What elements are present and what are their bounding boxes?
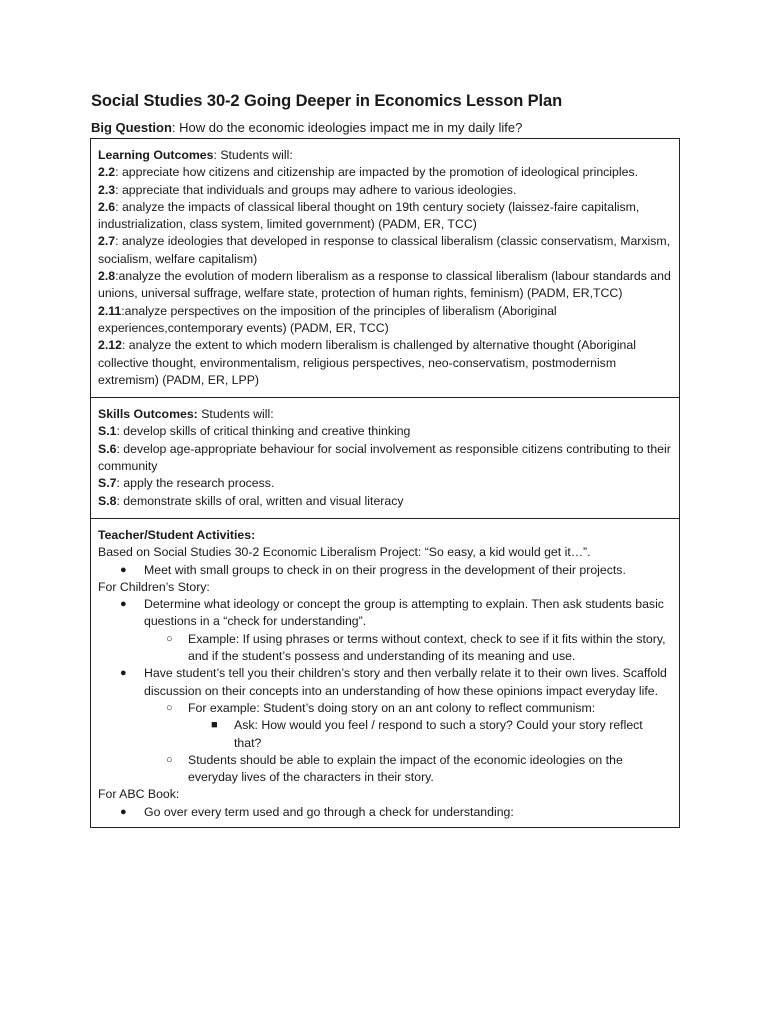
lesson-plan-table [90, 138, 680, 828]
bullet-dot-icon: ● [120, 805, 127, 818]
skills-outcomes-row [91, 398, 680, 519]
skills-outcomes-intro: Students will: [197, 407, 274, 422]
list-item: ● Meet with small groups to check in on their progress in the development of their projects. [98, 562, 672, 579]
outcome-item: 2.3: appreciate that individuals and groups may adhere to various ideologies. [98, 182, 517, 197]
outcome-item: 2.8:analyze the evolution of modern liberalism as a response to classical liberalism (labour standards and unions, universal suffrage, welfare state, protection of human rights, feminism) (PADM, ER,TCC) [98, 269, 671, 301]
list-item: ● Determine what ideology or concept the group is attempting to explain. Then ask students basic questions in a “check for understanding”. [120, 597, 664, 629]
bullet-dot-icon: ● [120, 598, 127, 611]
skill-item: S.7: apply the research process. [98, 476, 275, 491]
list-item: ● Have student’s tell you their children’s story and then verbally relate it to their own lives. Scaffold discussion on their concepts into an understanding of how these opinions impact everyday life. [120, 666, 667, 698]
list-item: ○ For example: Student’s doing story on an ant colony to reflect communism: [98, 700, 672, 717]
outcome-item: 2.6: analyze the impacts of classical liberal thought on 19th century society (laissez-faire capitalism, industrialization, class system, limited government) (PADM, ER, TCC) [98, 199, 640, 232]
list-item: ■ Ask: How would you feel / respond to such a story? Could your story reflect that? [211, 718, 643, 750]
outcome-item: 2.7: analyze ideologies that developed in response to classical liberalism (classic conservatism, Marxism, socialism, welfare capitalism) [98, 234, 671, 266]
bullet-circle-icon: ○ [166, 701, 173, 714]
children-story-label: For Children’s Story: [98, 579, 210, 594]
skill-item: S.1: develop skills of critical thinking and creative thinking [98, 424, 411, 439]
bullet-dot-icon: ● [120, 563, 127, 576]
bullet-square-icon: ■ [211, 719, 218, 732]
bullet-circle-icon: ○ [166, 753, 173, 766]
skill-item: S.6: develop age-appropriate behaviour for social involvement as responsible citizens contributing to their community [98, 441, 671, 474]
outcome-item: 2.2: appreciate how citizens and citizenship are impacted by the promotion of ideological principles. [98, 165, 639, 180]
list-item: ● Go over every term used and go through a check for understanding: [98, 804, 672, 821]
outcome-item: 2.11:analyze perspectives on the imposition of the principles of liberalism (Aboriginal experiences,contemporary events) (PADM, ER, TCC) [98, 303, 557, 335]
skills-outcomes-cell [91, 398, 680, 519]
outcome-item: 2.12: analyze the extent to which modern liberalism is challenged by alternative thought (Aboriginal collective thought, environmentalism, religious perspectives, neo-conservatism, postmodernism extremism) (PADM, ER, LPP) [98, 338, 636, 387]
abc-book-label: For ABC Book: [98, 787, 180, 802]
list-item: ○ Example: If using phrases or terms without context, check to see if it fits within the story, and if the student’s possess and understanding of its meaning and use. [166, 631, 666, 664]
skills-outcomes-heading: Skills Outcomes: [98, 407, 198, 422]
learning-outcomes-heading: Learning Outcomes [98, 148, 214, 162]
bullet-dot-icon: ● [120, 667, 127, 680]
activities-intro: Based on Social Studies 30-2 Economic Liberalism Project: “So easy, a kid would get it…”. [98, 545, 591, 560]
list-item: ○ Students should be able to explain the impact of the economic ideologies on the everyday lives of the characters in their story. [166, 752, 623, 785]
learning-outcomes-cell [91, 139, 680, 398]
bullet-circle-icon: ○ [166, 632, 173, 645]
activities-heading: Teacher/Student Activities: [98, 527, 256, 542]
big-question-label: Big Question [91, 120, 172, 135]
skill-item: S.8: demonstrate skills of oral, written and visual literacy [98, 493, 404, 508]
big-question [91, 120, 522, 135]
activities-row [91, 518, 680, 827]
learning-outcomes-row [91, 139, 680, 398]
activities-cell [91, 518, 680, 827]
big-question-text: : How do the economic ideologies impact me in my daily life? [171, 120, 523, 135]
learning-outcomes-intro: : Students will: [213, 148, 293, 162]
page-title: Social Studies 30-2 Going Deeper in Economics Lesson Plan [91, 92, 563, 110]
